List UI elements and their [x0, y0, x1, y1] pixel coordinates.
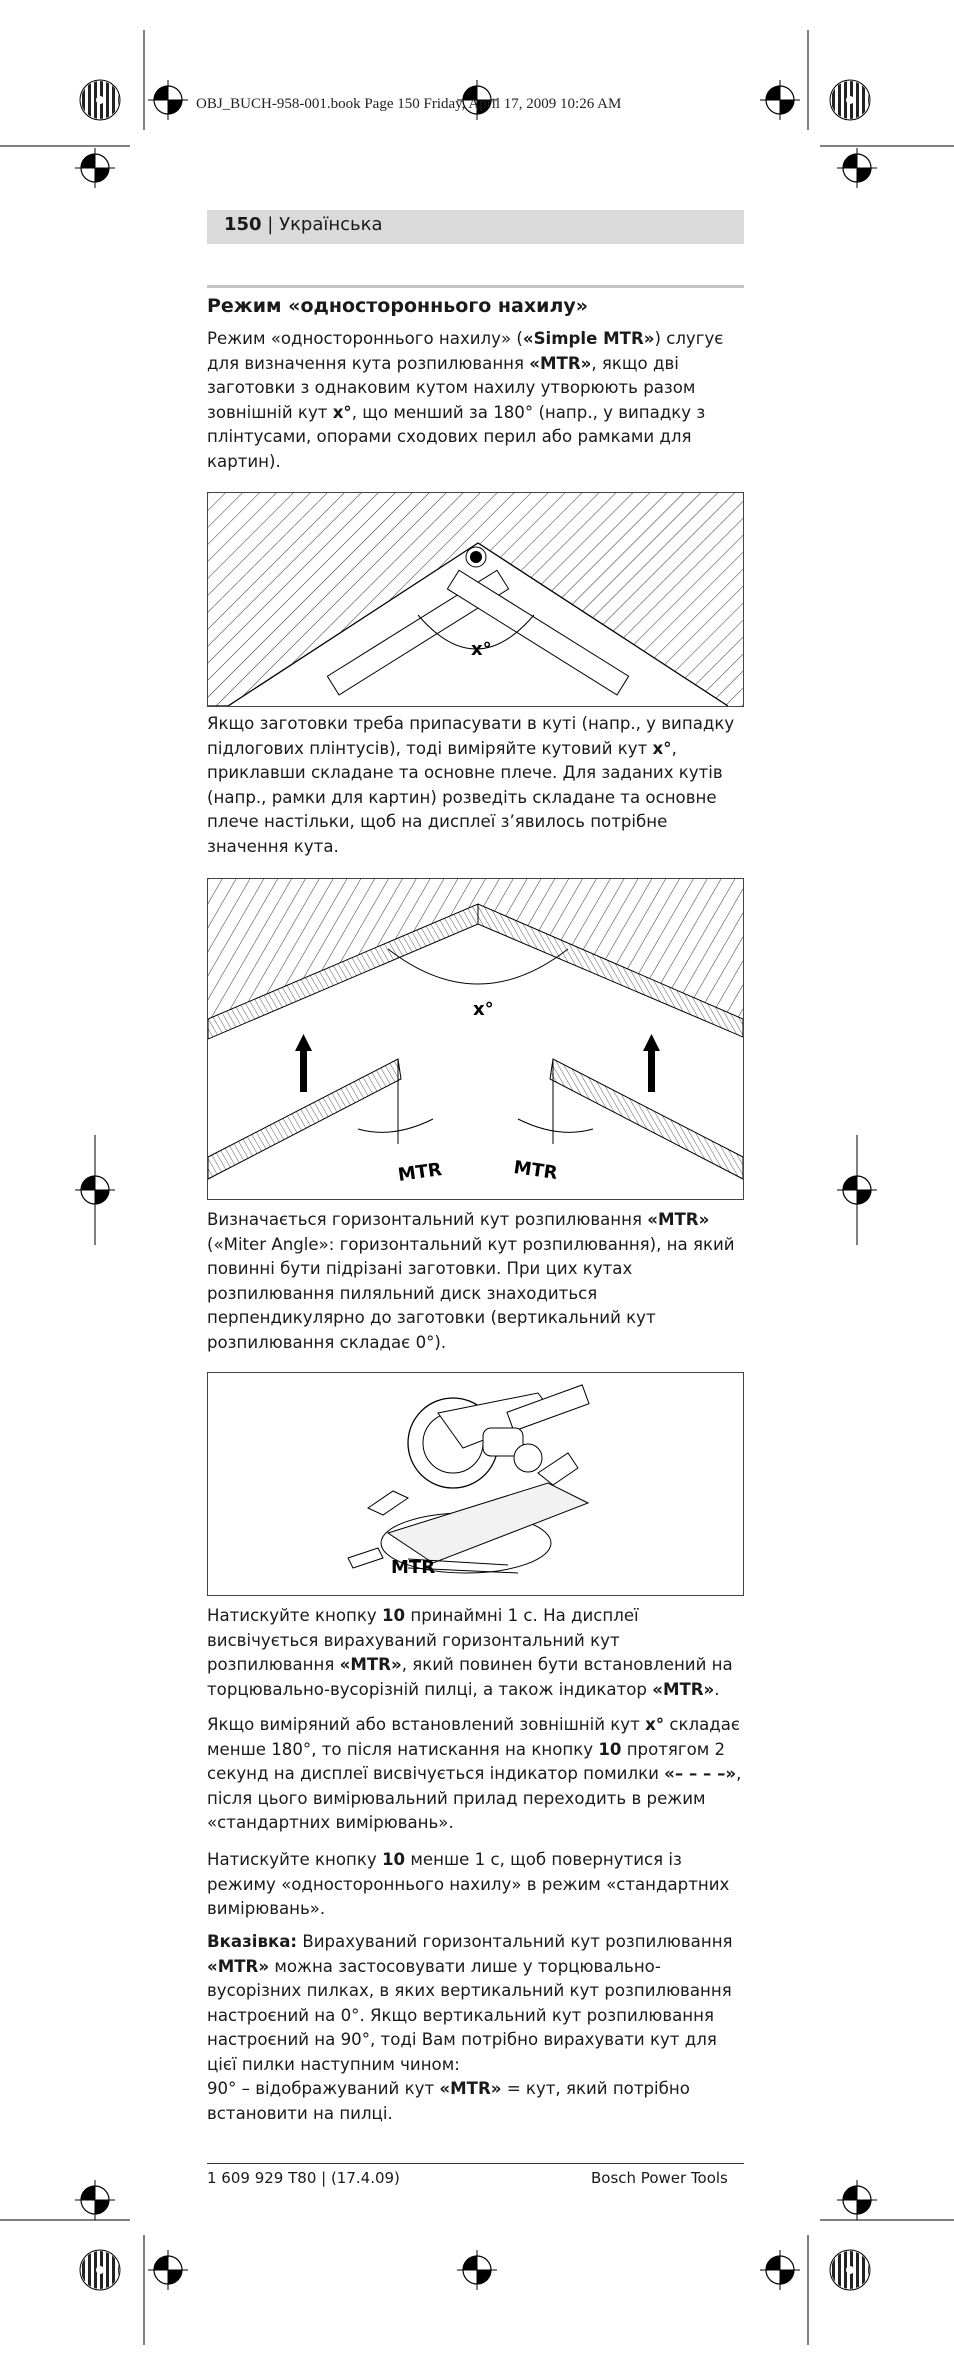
paragraph-error-indicator: Якщо виміряний або встановлений зовнішній кут x° складає менше 180°, то після натискання на кнопку 10 протягом 2 секунд на дисплеї висвічується індикатор помилки «– – – –», після цього вимірювальний прилад переходить в режим «стандартних вимірювань». — [207, 1715, 742, 1832]
paragraph-note: Вказівка: Вирахуваний горизонтальний кут розпилювання «MTR» можна застосовувати лише у торцювально-вусорізних пилках, в яких вертикальний кут розпилювання настроєний на 0°. Якщо вертикальний кут розпилювання настроєний на 90°, тоді Вам потрібно вирахувати кут для цієї пилки наступним чином: 90° – відображуваний кут «MTR» = кут, який потрібно встановити на пилці. — [207, 1932, 733, 2123]
paragraph-miter-angle: Визначається горизонтальний кут розпилювання «MTR» («Miter Angle»: горизонтальний кут розпилювання), на який повинні бути підрізані заготовки. При цих кутах розпилювання пиляльний диск знаходиться перпендикулярно до заготовки (вертикальний кут розпилювання складає 0°). — [207, 1210, 735, 1352]
paragraph-press-button: Натискуйте кнопку 10 принаймні 1 с. На дисплеї висвічується вирахуваний горизонтальний кут розпилювання «MTR», який повинен бути встановлений на торцювально-вусорізній пилці, а також індикатор «MTR». — [207, 1606, 733, 1699]
section-rule — [207, 285, 744, 288]
paragraph-inside-angle: Якщо заготовки треба припасувати в куті (напр., у випадку підлогових плінтусів), тоді виміряйте кутовий кут x°, приклавши складане та основне плече. Для заданих кутів (напр., рамки для картин) розведіть складане та основне плече настільки, щоб на дисплеї з’явилось потрібне значення кута. — [207, 714, 735, 856]
fig3-mtr-label: MTR — [391, 1557, 436, 1578]
footer-doc-number: 1 609 929 T80 | (17.4.09) — [207, 2169, 400, 2187]
header-separator: | — [261, 214, 280, 235]
figure-miter-saw — [207, 1372, 744, 1596]
fig2-angle-label: x° — [473, 999, 494, 1020]
figure-miter-cut — [207, 878, 744, 1200]
figure-outside-angle — [207, 492, 744, 707]
book-slug-line: OBJ_BUCH-958-001.book Page 150 Friday, April 17, 2009 10:26 AM — [196, 96, 622, 112]
page-header — [224, 214, 383, 235]
paragraph-return-mode: Натискуйте кнопку 10 менше 1 с, щоб повернутися із режиму «одностороннього нахилу» в режим «стандартних вимірювань». — [207, 1850, 730, 1918]
fig1-angle-label: x° — [471, 639, 492, 660]
fig2-mtr-right: MTR — [512, 1157, 559, 1184]
header-language: Українська — [279, 214, 383, 235]
page-number: 150 — [224, 214, 262, 235]
paragraph-intro: Режим «одностороннього нахилу» («Simple MTR») слугує для визначення кута розпилювання «MTR», якщо дві заготовки з однаковим кутом нахилу утворюють разом зовнішній кут x°, що менший за 180° (напр., у випадку з плінтусами, опорами сходових перил або рамками для картин). — [207, 329, 724, 471]
section-title: Режим «одностороннього нахилу» — [207, 295, 589, 317]
fig2-mtr-left: MTR — [396, 1159, 444, 1186]
footer-rule — [207, 2163, 744, 2164]
footer-brand: Bosch Power Tools — [591, 2169, 728, 2187]
